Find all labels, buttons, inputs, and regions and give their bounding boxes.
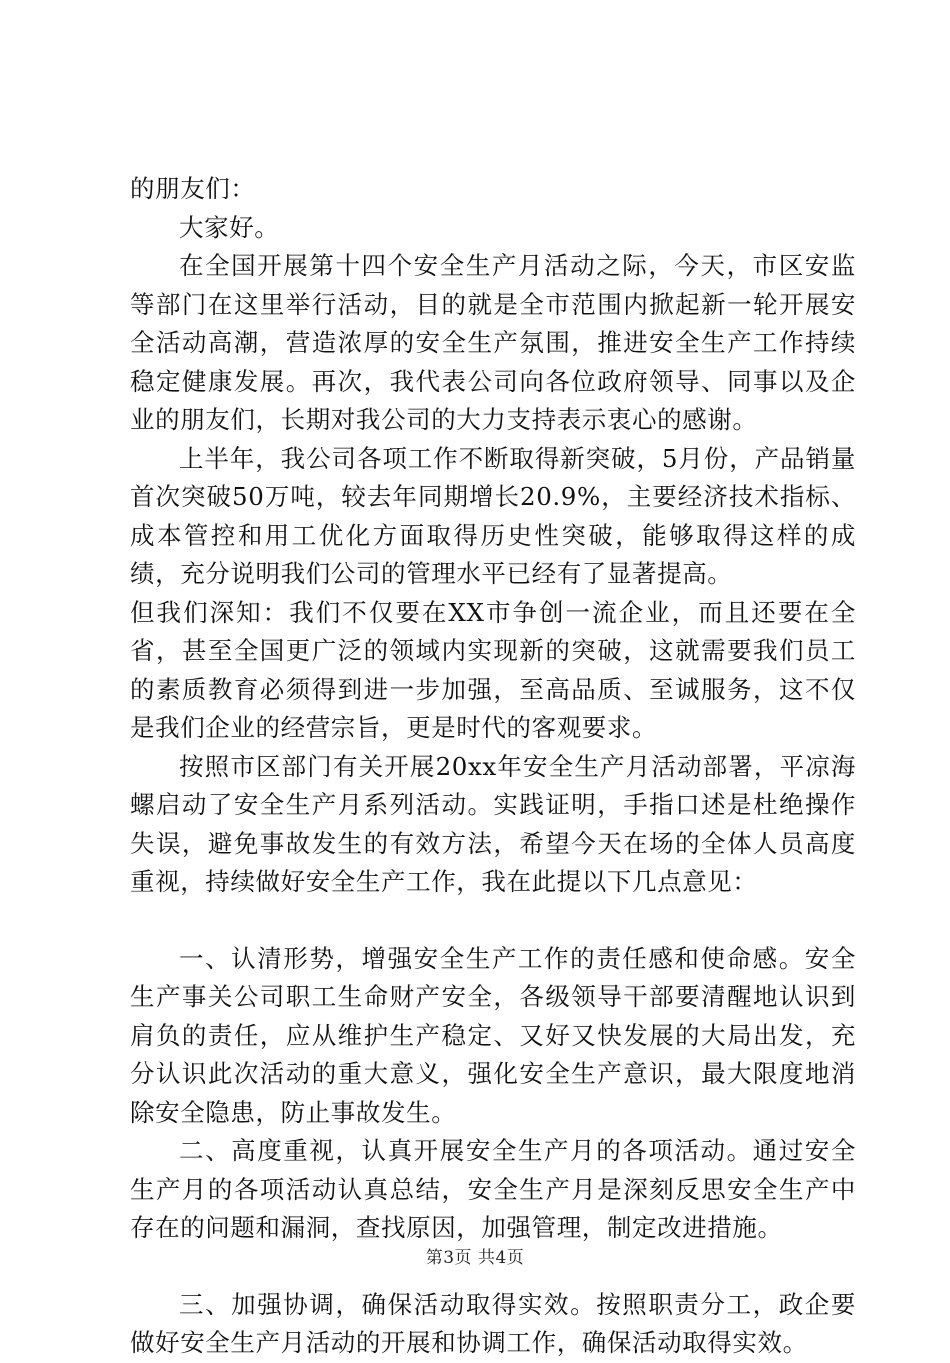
point-one-paragraph: 一、认清形势，增强安全生产工作的责任感和使命感。安全生产事关公司职工生命财产安全，各级领导干部要清醒地认识到肩负的责任，应从维护生产稳定、又好又快发展的大局出发，充分认识此次活动的重大意义，强化安全生产意识，最大限度地消除安全隐患，防止事故发生。 — [130, 943, 856, 1127]
page-footer: 第3页 共4页 — [425, 1248, 525, 1268]
goals-paragraph: 但我们深知：我们不仅要在XX市争创一流企业，而且还要在全省，甚至全国更广泛的领域内实现新的突破，这就需要我们员工的素质教育必须得到进一步加强，至高品质、至诚服务，这不仅是我们企业的经营宗旨，更是时代的客观要求。 — [130, 597, 856, 742]
salutation-line: 的朋友们： — [130, 174, 256, 203]
activity-paragraph: 按照市区部门有关开展20xx年安全生产月活动部署，平凉海螺启动了安全生产月系列活动。实践证明，手指口述是杜绝操作失误，避免事故发生的有效方法，希望今天在场的全体人员高度重视，持续做好安全生产工作，我在此提以下几点意见： — [130, 751, 856, 896]
opening-paragraph: 在全国开展第十四个安全生产月活动之际，今天，市区安监等部门在这里举行活动，目的就是全市范围内掀起新一轮开展安全活动高潮，营造浓厚的安全生产氛围，推进安全生产工作持续稳定健康发展。再次，我代表公司向各位政府领导、同事以及企业的朋友们，长期对我公司的大力支持表示衷心的感谢。 — [130, 251, 856, 434]
point-two-paragraph: 二、高度重视，认真开展安全生产月的各项活动。通过安全生产月的各项活动认真总结，安全生产月是深刻反思安全生产中存在的问题和漏洞，查找原因，加强管理，制定改进措施。 — [130, 1136, 856, 1242]
greeting-paragraph: 大家好。 — [179, 212, 280, 242]
paragraph-spacer — [130, 902, 856, 940]
document-body — [130, 170, 856, 1363]
point-three-paragraph: 三、加强协调，确保活动取得实效。按照职责分工，政企要做好安全生产月活动的开展和协调工作，确保活动取得实效。 — [130, 1289, 856, 1357]
achievement-paragraph: 上半年，我公司各项工作不断取得新突破，5月份，产品销量首次突破50万吨，较去年同期增长20.9%，主要经济技术指标、成本管控和用工优化方面取得历史性突破，能够取得这样的成绩，充分说明我们公司的管理水平已经有了显著提高。 — [130, 443, 856, 588]
